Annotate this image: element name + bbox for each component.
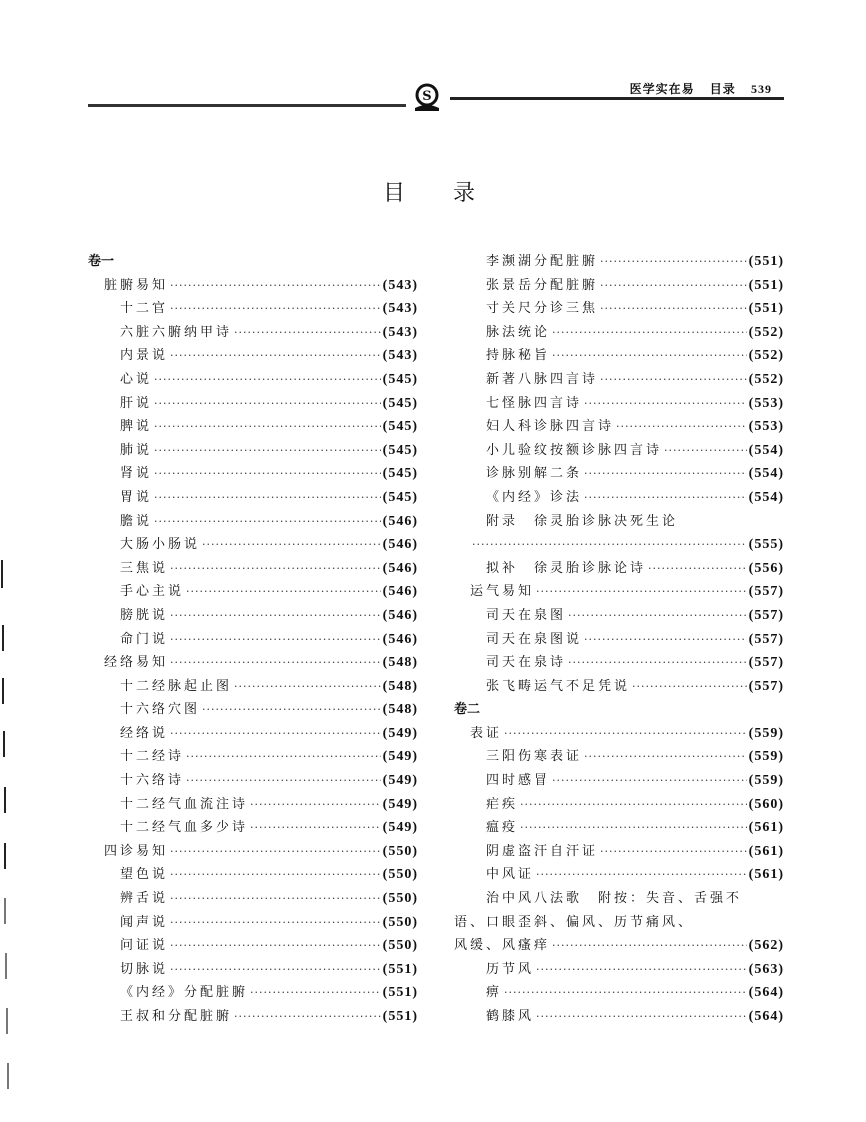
leader-dots	[170, 934, 381, 958]
entry-title: 辨舌说	[120, 891, 169, 907]
entry-title: 语、口眼歪斜、偏风、历节痛风、	[454, 914, 695, 930]
leader-dots	[170, 557, 381, 581]
toc-entry[interactable]	[88, 415, 418, 439]
leader-dots	[170, 297, 381, 321]
entry-title: 小儿验纹按额诊脉四言诗	[486, 442, 663, 458]
leader-dots	[552, 934, 747, 958]
entry-page-number: (561)	[748, 867, 784, 883]
toc-entry[interactable]	[454, 533, 784, 557]
leader-dots	[552, 321, 747, 345]
entry-title: 闻声说	[120, 914, 169, 930]
toc-entry[interactable]	[88, 344, 418, 368]
entry-title: 问证说	[120, 938, 169, 954]
entry-title: 膀胱说	[120, 607, 169, 623]
entry-page-number: (555)	[748, 537, 784, 553]
entry-page-number: (559)	[748, 725, 784, 741]
entry-page-number: (543)	[382, 348, 418, 364]
entry-page-number: (551)	[382, 961, 418, 977]
entry-title: 四诊易知	[104, 843, 169, 859]
entry-page-number: (562)	[748, 938, 784, 954]
toc-entry[interactable]	[88, 675, 418, 699]
toc-entry[interactable]	[88, 462, 418, 486]
entry-title: 十二官	[120, 301, 169, 317]
toc-entry[interactable]	[88, 580, 418, 604]
entry-title: 王叔和分配脏腑	[120, 1009, 233, 1024]
entry-title: 风缓、风瘙痒	[454, 938, 551, 954]
entry-page-number: (557)	[748, 678, 784, 694]
leader-dots	[536, 863, 747, 887]
entry-title: 肺说	[120, 442, 153, 458]
entry-page-number: (557)	[748, 655, 784, 671]
leader-dots	[504, 981, 747, 1005]
toc-entry[interactable]	[454, 958, 784, 982]
entry-page-number: (551)	[748, 301, 784, 317]
leader-dots	[520, 816, 747, 840]
toc-entry[interactable]	[454, 250, 784, 274]
toc-entry[interactable]	[88, 439, 418, 463]
toc-entry[interactable]	[454, 486, 784, 510]
toc-entry[interactable]	[88, 769, 418, 793]
entry-title: 三焦说	[120, 560, 169, 576]
entry-page-number: (549)	[382, 773, 418, 789]
toc-entry[interactable]	[454, 745, 784, 769]
leader-dots	[154, 415, 381, 439]
toc-entry[interactable]	[454, 816, 784, 840]
entry-page-number: (551)	[748, 277, 784, 293]
toc-entry[interactable]	[88, 297, 418, 321]
toc-entry[interactable]	[454, 344, 784, 368]
toc-entry[interactable]	[88, 698, 418, 722]
entry-page-number: (563)	[748, 961, 784, 977]
toc-entry[interactable]	[88, 816, 418, 840]
leader-dots	[154, 486, 381, 510]
toc-entry[interactable]	[88, 274, 418, 298]
entry-page-number: (543)	[382, 324, 418, 340]
leader-dots	[170, 722, 381, 746]
toc-left-column	[88, 250, 418, 1029]
entry-page-number: (557)	[748, 631, 784, 647]
leader-dots	[170, 274, 381, 298]
toc-entry[interactable]	[454, 769, 784, 793]
entry-page-number: (548)	[382, 702, 418, 718]
toc-entry[interactable]	[454, 557, 784, 581]
leader-dots	[584, 745, 747, 769]
leader-dots	[584, 462, 747, 486]
entry-title: 阴虚盗汗自汗证	[486, 843, 599, 859]
volume-label: 卷一	[88, 254, 115, 269]
entry-title: 十六络诗	[120, 773, 185, 789]
leader-dots	[584, 628, 747, 652]
entry-page-number: (561)	[748, 820, 784, 836]
entry-page-number: (559)	[748, 773, 784, 789]
entry-title: 持脉秘旨	[486, 348, 551, 364]
leader-dots	[584, 486, 747, 510]
entry-title: 三阳伤寒表证	[486, 749, 583, 765]
leader-dots	[568, 651, 747, 675]
entry-page-number: (545)	[382, 395, 418, 411]
entry-page-number: (545)	[382, 371, 418, 387]
leader-dots	[600, 840, 747, 864]
leader-dots	[186, 580, 381, 604]
entry-title: 中风证	[486, 867, 535, 883]
leader-dots	[600, 368, 747, 392]
toc-entry[interactable]	[88, 486, 418, 510]
leader-dots	[202, 533, 381, 557]
entry-title: 新著八脉四言诗	[486, 371, 599, 387]
leader-dots	[186, 769, 381, 793]
leader-dots	[170, 344, 381, 368]
toc-entry[interactable]	[454, 368, 784, 392]
entry-page-number: (549)	[382, 796, 418, 812]
entry-page-number: (556)	[748, 560, 784, 576]
entry-page-number: (546)	[382, 584, 418, 600]
toc-entry[interactable]	[88, 392, 418, 416]
entry-page-number: (543)	[382, 277, 418, 293]
entry-title: 疟疾	[486, 796, 519, 812]
entry-title: 十二经气血流注诗	[120, 796, 249, 812]
leader-dots	[154, 462, 381, 486]
toc-entry-continued[interactable]	[454, 911, 784, 935]
toc-entry[interactable]	[88, 557, 418, 581]
toc-entry[interactable]	[454, 604, 784, 628]
entry-title: 四时感冒	[486, 773, 551, 789]
toc-entry[interactable]	[88, 958, 418, 982]
volume-label: 卷二	[454, 702, 481, 718]
entry-page-number: (545)	[382, 419, 418, 435]
entry-page-number: (564)	[748, 1009, 784, 1024]
entry-title: 张飞畴运气不足凭说	[486, 678, 631, 694]
entry-page-number: (553)	[748, 395, 784, 411]
toc-entry[interactable]	[88, 863, 418, 887]
leader-dots	[234, 1005, 381, 1029]
section-name: 目录	[709, 82, 736, 96]
entry-title: 司天在泉图说	[486, 631, 583, 647]
entry-title: 经络易知	[104, 655, 169, 671]
toc-entry[interactable]	[88, 793, 418, 817]
toc-entry[interactable]	[454, 462, 784, 486]
entry-page-number: (550)	[382, 843, 418, 859]
entry-title: 历节风	[486, 961, 535, 977]
leader-dots	[552, 769, 747, 793]
entry-page-number: (552)	[748, 324, 784, 340]
toc-entry[interactable]	[88, 368, 418, 392]
toc-entry[interactable]	[454, 793, 784, 817]
leader-dots	[170, 958, 381, 982]
leader-dots	[170, 628, 381, 652]
entry-title: 拟补 徐灵胎诊脉论诗	[486, 560, 647, 576]
toc-entry[interactable]	[88, 533, 418, 557]
entry-page-number: (554)	[748, 489, 784, 505]
entry-page-number: (552)	[748, 348, 784, 364]
toc-entry[interactable]	[88, 911, 418, 935]
entry-page-number: (551)	[382, 985, 418, 1001]
entry-title: 李濒湖分配脏腑	[486, 254, 599, 269]
entry-page-number: (554)	[748, 466, 784, 482]
page-header	[88, 76, 784, 116]
toc-entry[interactable]	[88, 321, 418, 345]
toc-entry[interactable]	[454, 580, 784, 604]
entry-title: 望色说	[120, 867, 169, 883]
leader-dots	[250, 981, 381, 1005]
entry-title: 十二经气血多少诗	[120, 820, 249, 836]
entry-title: 附录 徐灵胎诊脉决死生论	[486, 513, 679, 529]
toc-entry[interactable]	[454, 392, 784, 416]
leader-dots	[250, 793, 381, 817]
toc-entry[interactable]	[454, 274, 784, 298]
toc-entry[interactable]	[454, 840, 784, 864]
entry-page-number: (545)	[382, 442, 418, 458]
toc-entry[interactable]	[454, 722, 784, 746]
header-rule-left	[88, 104, 406, 107]
page-number: 539	[751, 82, 772, 96]
leader-dots	[552, 344, 747, 368]
header-rule-right	[450, 97, 784, 100]
entry-page-number: (548)	[382, 655, 418, 671]
entry-title: 大肠小肠说	[120, 537, 201, 553]
toc-entry[interactable]	[88, 840, 418, 864]
entry-title: 肾说	[120, 466, 153, 482]
entry-title: 司天在泉诗	[486, 655, 567, 671]
leader-dots	[170, 911, 381, 935]
entry-title: 十二经诗	[120, 749, 185, 765]
entry-title: 十六络穴图	[120, 702, 201, 718]
entry-title: 心说	[120, 371, 153, 387]
entry-title: 脉法统论	[486, 324, 551, 340]
entry-page-number: (545)	[382, 489, 418, 505]
toc-entry[interactable]	[454, 934, 784, 958]
toc-entry[interactable]	[88, 934, 418, 958]
entry-page-number: (561)	[748, 843, 784, 859]
entry-title: 手心主说	[120, 584, 185, 600]
entry-page-number: (550)	[382, 938, 418, 954]
svg-text:S: S	[422, 89, 432, 104]
toc-right-column	[454, 250, 784, 1029]
entry-title: 切脉说	[120, 961, 169, 977]
leader-dots	[664, 439, 747, 463]
leader-dots	[154, 368, 381, 392]
leader-dots	[648, 557, 747, 581]
entry-page-number: (550)	[382, 914, 418, 930]
leader-dots	[186, 745, 381, 769]
leader-dots	[504, 722, 747, 746]
entry-page-number: (552)	[748, 371, 784, 387]
entry-title: 六脏六腑纳甲诗	[120, 324, 233, 340]
entry-title: 表证	[470, 725, 503, 741]
entry-title: 脾说	[120, 419, 153, 435]
entry-page-number: (550)	[382, 867, 418, 883]
leader-dots	[536, 958, 747, 982]
toc-entry[interactable]	[454, 415, 784, 439]
entry-page-number: (560)	[748, 796, 784, 812]
leader-dots	[170, 840, 381, 864]
toc-entry[interactable]	[454, 297, 784, 321]
entry-title: 膽说	[120, 513, 153, 529]
entry-page-number: (550)	[382, 891, 418, 907]
leader-dots	[154, 510, 381, 534]
leader-dots	[170, 863, 381, 887]
toc-entry-continued[interactable]	[454, 510, 784, 534]
toc-entry[interactable]	[88, 1005, 418, 1029]
leader-dots	[170, 887, 381, 911]
entry-page-number: (546)	[382, 513, 418, 529]
entry-page-number: (546)	[382, 631, 418, 647]
toc-entry[interactable]	[88, 604, 418, 628]
toc-entry[interactable]	[454, 628, 784, 652]
toc-entry[interactable]	[454, 651, 784, 675]
leader-dots	[632, 675, 747, 699]
toc-entry[interactable]	[88, 981, 418, 1005]
leader-dots	[250, 816, 381, 840]
entry-title: 肝说	[120, 395, 153, 411]
entry-title: 鹤膝风	[486, 1009, 535, 1024]
entry-title: 张景岳分配脏腑	[486, 277, 599, 293]
toc-entry[interactable]	[88, 887, 418, 911]
toc-entry[interactable]	[88, 722, 418, 746]
entry-page-number: (543)	[382, 301, 418, 317]
entry-title: 痹	[486, 985, 503, 1001]
leader-dots	[154, 392, 381, 416]
leader-dots	[234, 675, 381, 699]
toc-volume-heading	[454, 698, 784, 722]
entry-page-number: (564)	[748, 985, 784, 1001]
running-head	[620, 80, 772, 97]
toc-entry[interactable]	[454, 981, 784, 1005]
leader-dots	[520, 793, 747, 817]
entry-page-number: (549)	[382, 725, 418, 741]
leader-dots	[536, 580, 747, 604]
entry-title: 胃说	[120, 489, 153, 505]
entry-page-number: (549)	[382, 820, 418, 836]
entry-title: 内景说	[120, 348, 169, 364]
entry-page-number: (546)	[382, 560, 418, 576]
leader-dots	[234, 321, 381, 345]
entry-title: 七怪脉四言诗	[486, 395, 583, 411]
leader-dots	[600, 274, 747, 298]
toc-entry[interactable]	[454, 675, 784, 699]
entry-page-number: (557)	[748, 607, 784, 623]
publisher-emblem-icon	[410, 82, 444, 112]
toc-entry[interactable]	[454, 863, 784, 887]
entry-title: 十二经脉起止图	[120, 678, 233, 694]
toc-entry[interactable]	[88, 651, 418, 675]
entry-title: 《内经》诊法	[486, 489, 583, 505]
toc-volume-heading	[88, 250, 418, 274]
entry-title: 妇人科诊脉四言诗	[486, 419, 615, 435]
entry-title: 诊脉别解二条	[486, 466, 583, 482]
entry-page-number: (559)	[748, 749, 784, 765]
toc-entry[interactable]	[454, 439, 784, 463]
entry-page-number: (545)	[382, 466, 418, 482]
toc-entry[interactable]	[88, 745, 418, 769]
book-title: 医学实在易	[629, 82, 695, 96]
toc-entry[interactable]	[88, 628, 418, 652]
entry-page-number: (549)	[382, 749, 418, 765]
entry-page-number: (551)	[382, 1009, 418, 1024]
entry-page-number: (546)	[382, 537, 418, 553]
toc-entry[interactable]	[88, 510, 418, 534]
entry-title: 寸关尺分诊三焦	[486, 301, 599, 317]
entry-page-number: (557)	[748, 584, 784, 600]
leader-dots	[600, 250, 747, 274]
leader-dots	[170, 604, 381, 628]
toc-entry[interactable]	[454, 321, 784, 345]
entry-title: 命门说	[120, 631, 169, 647]
leader-dots	[616, 415, 747, 439]
page-title: 目录	[382, 181, 523, 206]
entry-title: 《内经》分配脏腑	[120, 985, 249, 1001]
entry-title: 经络说	[120, 725, 169, 741]
entry-page-number: (548)	[382, 678, 418, 694]
toc-entry-continued[interactable]	[454, 887, 784, 911]
entry-title: 脏腑易知	[104, 277, 169, 293]
entry-page-number: (546)	[382, 607, 418, 623]
leader-dots	[584, 392, 747, 416]
leader-dots	[170, 651, 381, 675]
leader-dots	[536, 1005, 747, 1029]
leader-dots	[568, 604, 747, 628]
entry-page-number: (554)	[748, 442, 784, 458]
leader-dots	[472, 533, 747, 557]
leader-dots	[600, 297, 747, 321]
entry-title: 运气易知	[470, 584, 535, 600]
entry-title: 治中风八法歌 附按：失音、舌强不	[486, 891, 743, 907]
entry-page-number: (553)	[748, 419, 784, 435]
leader-dots	[202, 698, 381, 722]
leader-dots	[154, 439, 381, 463]
toc-entry[interactable]	[454, 1005, 784, 1029]
entry-page-number: (551)	[748, 254, 784, 269]
entry-title: 瘟疫	[486, 820, 519, 836]
entry-title: 司天在泉图	[486, 607, 567, 623]
